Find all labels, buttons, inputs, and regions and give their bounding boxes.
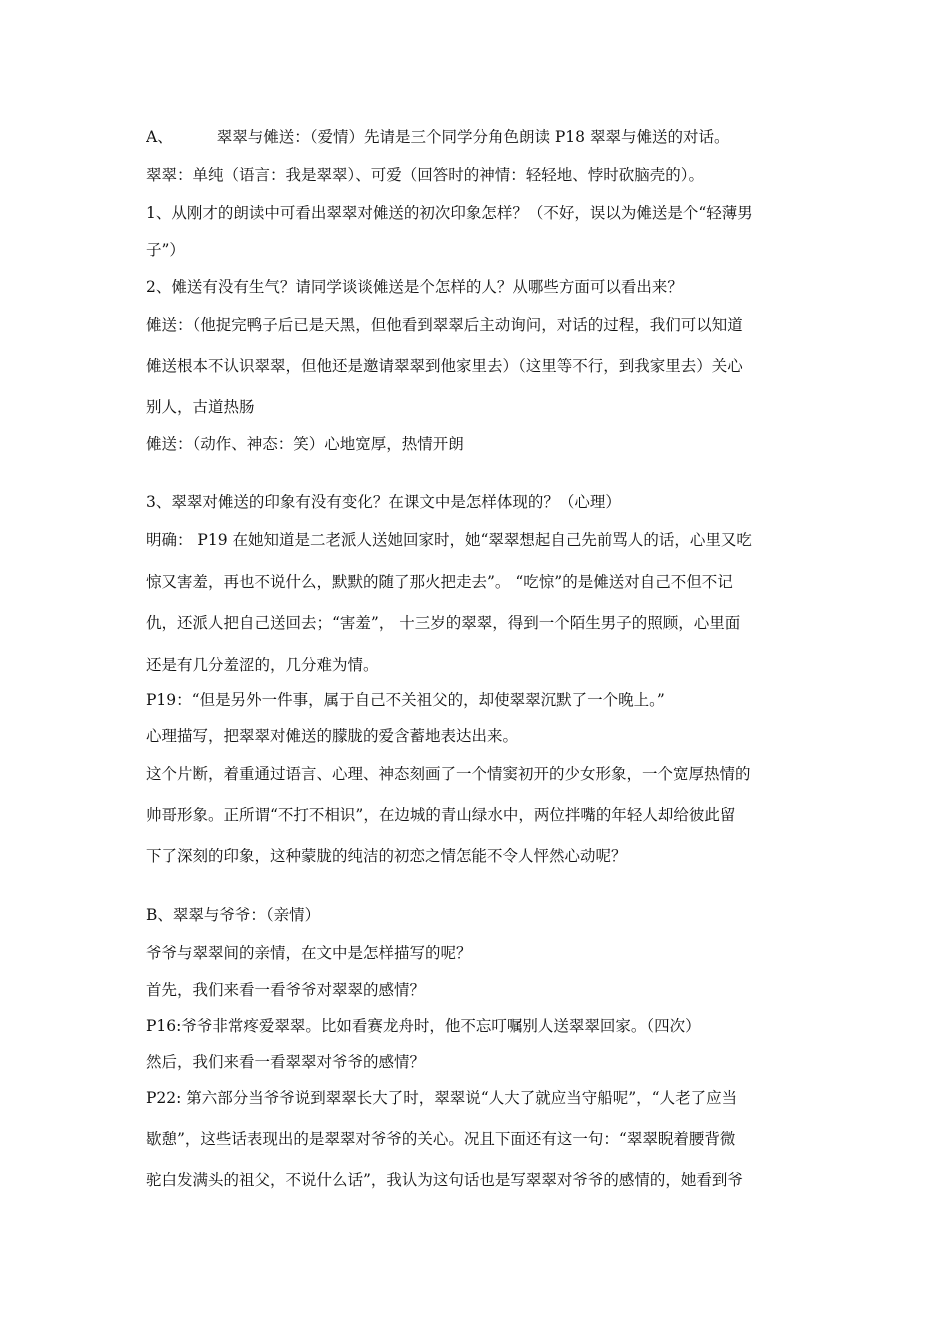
paragraph-line: 然后，我们来看一看翠翠对爷爷的感情？ [146,1053,426,1071]
paragraph-line: 驼白发满头的祖父，不说什么话”，我认为这句话也是写翠翠对爷爷的感情的，她看到爷 [146,1171,743,1189]
paragraph-line: 傩送：（他捉完鸭子后已是天黑，但他看到翠翠后主动询问，对话的过程，我们可以知道 [146,316,743,334]
paragraph-line: 歇憩”，这些话表现出的是翠翠对爷爷的关心。况且下面还有这一句：“翠翠睨着腰背微 [146,1130,736,1148]
paragraph-line: P22: 第六部分当爷爷说到翠翠长大了时，翠翠说“人大了就应当守船呢”，“人老了应当 [146,1089,738,1107]
paragraph-line: 子”） [146,241,185,259]
paragraph-line: P16:爷爷非常疼爱翠翠。比如看赛龙舟时，他不忘叮嘱别人送翠翠回家。（四次） [146,1017,701,1035]
paragraph-line: 惊又害羞，再也不说什么，默默的随了那火把走去”。 “吃惊”的是傩送对自己不但不记 [146,573,733,591]
paragraph-line: 爷爷与翠翠间的亲情，在文中是怎样描写的呢？ [146,944,472,962]
paragraph-line: 还是有几分羞涩的，几分难为情。 [146,656,379,674]
paragraph-line: 下了深刻的印象，这种蒙胧的纯洁的初恋之情怎能不令人怦然心动呢？ [146,847,627,865]
paragraph-line: 帅哥形象。正所谓“不打不相识”，在边城的青山绿水中，两位拌嘴的年轻人却给彼此留 [146,806,736,824]
question-2-line: 2、傩送有没有生气？请同学谈谈傩送是个怎样的人？从哪些方面可以看出来？ [146,278,683,296]
paragraph-line: 心理描写，把翠翠对傩送的朦胧的爱含蓄地表达出来。 [146,727,519,745]
paragraph-line: 傩送：（动作、神态：笑）心地宽厚，热情开朗 [146,435,464,453]
section-a-heading [146,127,810,147]
paragraph-line: 这个片断，着重通过语言、心理、神态刻画了一个情窦初开的少女形象，一个宽厚热情的 [146,765,751,783]
paragraph-line: 明确： P19 在她知道是二老派人送她回家时，她“翠翠想起自己先前骂人的话，心里又吃 [146,531,752,549]
section-a-label: A、 [146,128,173,146]
question-1-line: 1、从刚才的朗读中可看出翠翠对傩送的初次印象怎样？（不好，误以为傩送是个“轻薄男 [146,204,753,222]
paragraph-line: 别人，古道热肠 [146,398,255,416]
paragraph-line: 仇，还派人把自己送回去；“害羞”， 十三岁的翠翠，得到一个陌生男子的照顾，心里面 [146,614,741,632]
section-a-text: 翠翠与傩送：（爱情）先请是三个同学分角色朗读 P18 翠翠与傩送的对话。 [216,128,730,146]
paragraph-line: 翠翠：单纯（语言：我是翠翠）、可爱（回答时的神情：轻轻地、悖时砍脑壳的）。 [146,166,705,184]
paragraph-line: 首先，我们来看一看爷爷对翠翠的感情？ [146,981,426,999]
paragraph-line: 傩送根本不认识翠翠，但他还是邀请翠翠到他家里去）（这里等不行，到我家里去）关心 [146,357,743,375]
question-3-line: 3、翠翠对傩送的印象有没有变化？在课文中是怎样体现的？（心理） [146,493,621,511]
paragraph-line: P19：“但是另外一件事，属于自己不关祖父的，却使翠翠沉默了一个晚上。” [146,691,665,709]
section-b-heading: B、翠翠与爷爷：（亲情） [146,906,321,924]
